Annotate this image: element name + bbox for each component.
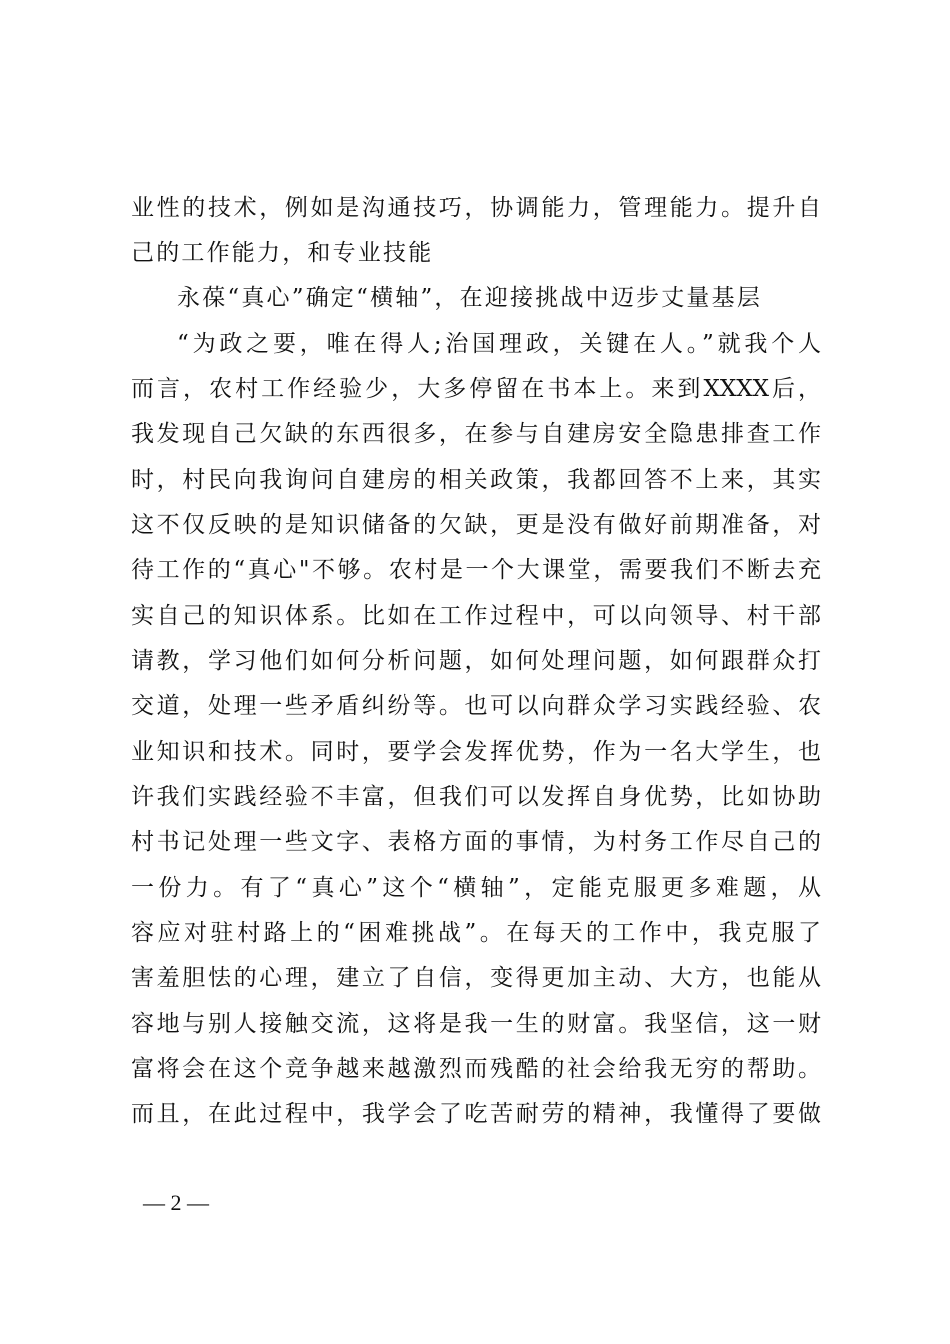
text-line: 容应对驻村路上的“困难挑战”。在每天的工作中，我克服了 [131,920,821,946]
section-heading: 永葆“真心”确定“横轴”，在迎接挑战中迈步丈量基层 [177,285,763,311]
text-line: 而且，在此过程中，我学会了吃苦耐劳的精神，我懂得了要做 [131,1101,821,1127]
text-line: 一份力。有了“真心”这个“横轴”，定能克服更多难题，从 [131,875,821,901]
text-line: 己的工作能力，和专业技能 [131,240,434,266]
text-line: 实自己的知识体系。比如在工作过程中，可以向领导、村干部 [131,603,821,629]
text-line: 容地与别人接触交流，这将是我一生的财富。我坚信，这一财 [131,1011,821,1037]
page-number: — 2 — [143,1190,209,1215]
text-line: 业知识和技术。同时，要学会发挥优势，作为一名大学生，也 [131,739,821,765]
text-line: 请教，学习他们如何分析问题，如何处理问题，如何跟群众打 [131,648,821,674]
text-line: 时，村民向我询问自建房的相关政策，我都回答不上来，其实 [131,467,821,493]
text-line: 交道，处理一些矛盾纠纷等。也可以向群众学习实践经验、农 [131,693,821,719]
text-line: 富将会在这个竞争越来越激烈而残酷的社会给我无穷的帮助。 [131,1056,821,1082]
text-line: 害羞胆怯的心理，建立了自信，变得更加主动、大方，也能从 [131,965,821,991]
text-line: 业性的技术，例如是沟通技巧，协调能力，管理能力。提升自 [131,195,821,221]
text-line: 我发现自己欠缺的东西很多，在参与自建房安全隐患排查工作 [131,421,821,447]
text-line: “为政之要，唯在得人;治国理政，关键在人。”就我个人 [177,331,821,357]
text-line: 而言，农村工作经验少，大多停留在书本上。来到XXXX后， [131,376,821,402]
text-line: 村书记处理一些文字、表格方面的事情，为村务工作尽自己的 [131,829,821,855]
text-line: 许我们实践经验不丰富，但我们可以发挥自身优势，比如协助 [131,784,821,810]
text-line: 这不仅反映的是知识储备的欠缺，更是没有做好前期准备，对 [131,512,821,538]
text-line: 待工作的“真心"不够。农村是一个大课堂，需要我们不断去充 [131,557,821,583]
